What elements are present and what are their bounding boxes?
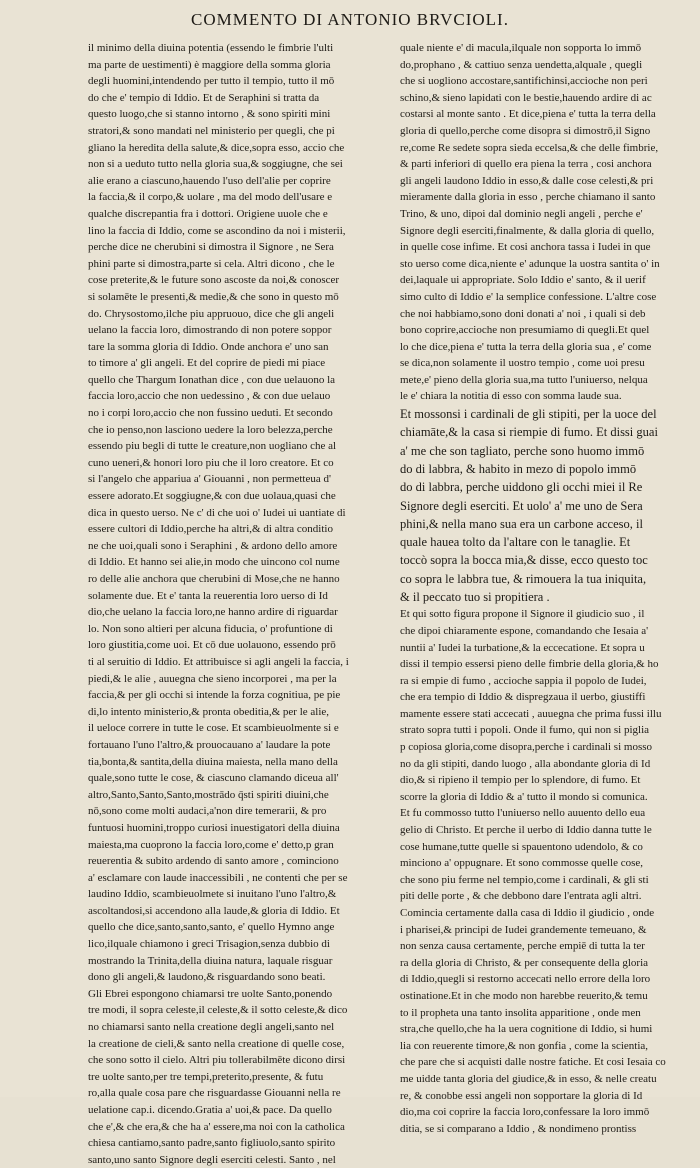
commentary-line: altro,Santo,Santo,Santo,mostrādo q̄sti spiriti diuini,che xyxy=(88,788,329,801)
commentary-line: essere adorato.Et soggiugne,& con due uolaua,quasi che xyxy=(88,490,336,503)
commentary-line: loro giustitia,come uoi. Et cō due uolauono, essendo prō xyxy=(88,639,336,652)
commentary-line: gelio di Christo. Et perche il uerbo di Iddio danna tutte le xyxy=(400,824,652,837)
commentary-line: ra della gloria di Christo, & per consequente della gloria xyxy=(400,956,649,969)
commentary-line: Et fu commosso tutto l'uniuerso nello auuento dello eua xyxy=(400,807,646,820)
commentary-line: che io penso,non lasciono uedere la loro belezza,perche xyxy=(88,423,333,436)
commentary-line: dio,che uelano la faccia loro,ne hanno ardire di riguardar xyxy=(88,606,338,619)
commentary-line: dica in questo uerso. Ne c' di che uoi o' Iudei ui uantiate di xyxy=(88,506,346,519)
scripture-line: Signore degli eserciti. Et uolo' a' me uno de Sera xyxy=(400,498,643,513)
commentary-line: chiesa cantiamo,santo padre,santo figliuolo,santo spirito xyxy=(88,1137,336,1150)
commentary-line: che dipoi chiaramente espone, comandando che Iesaia a' xyxy=(400,624,649,637)
commentary-line: bono coprire,accioche non presumiamo di quegli.Et quel xyxy=(400,324,650,337)
commentary-line: quello che dice,santo,santo,santo, e' quello Hymno ange xyxy=(88,921,335,934)
commentary-line: stra,che quello,che ha la uera cognitione di Iddio, si humi xyxy=(400,1023,653,1036)
commentary-line: piti delle porte , & che debbono dare l'entrata agli altri. xyxy=(400,890,642,903)
commentary-line: la faccia,& il corpo,& uolare , ma del modo dell'usare e xyxy=(88,191,333,204)
commentary-line: mostrando la Trinita,della diuina natura, laquale risguar xyxy=(88,954,333,967)
commentary-line: to timore a' gli angeli. Et del coprire de piedi mi piace xyxy=(88,357,326,370)
commentary-line: dei,laquale ui appropriate. Solo Iddio e' santo, & il uerif xyxy=(400,274,646,287)
commentary-line: to il propheta una tanto insolita apparitione , onde men xyxy=(400,1006,641,1019)
commentary-line: perche dice ne cherubini si dimostra il Signore , ne Sera xyxy=(88,241,334,254)
commentary-line: che pare che si acquisti dalle nostre fatiche. Et cosi Iesaia co xyxy=(400,1056,666,1069)
commentary-line: simo culto di Iddio e' la semplice confessione. L'altre cose xyxy=(400,290,657,303)
commentary-line: non si a ueduto tutto nella gloria sua,& soggiugne, che sei xyxy=(88,158,343,171)
commentary-line: se dica,non solamente il uostro tempio , come uoi presu xyxy=(400,357,645,370)
commentary-line: ditia, se si comparano a Iddio , & nondimeno prontiss xyxy=(400,1122,637,1135)
scripture-line: Et mossonsi i cardinali de gli stipiti, per la uoce del xyxy=(400,407,657,422)
commentary-line: faccia loro,accio che non uedessino , & con due uelauo xyxy=(88,390,331,403)
commentary-line: solamente due. Et e' tanta la reuerentia loro uerso di Id xyxy=(88,589,328,602)
commentary-line: ostinatione.Et in che modo non harebbe reuerito,& temu xyxy=(400,989,648,1002)
commentary-line: lia con reuerente timore,& non gonfia , come la scientia, xyxy=(400,1039,649,1052)
commentary-line: do che e' tempio di Iddio. Et de Seraphini si tratta da xyxy=(88,91,320,104)
commentary-line: ro,alla quale cosa pare che risguardasse Giouanni nella re xyxy=(88,1087,341,1100)
commentary-line: i pharisei,& principi de Iudei grandemente temeuano, & xyxy=(400,923,647,936)
commentary-line: ne che uoi,quali sono i Seraphini , & ardono dello amore xyxy=(88,539,338,552)
commentary-line: che sono sotto il cielo. Altri piu tollerabilmēte dicono dirsi xyxy=(88,1054,346,1067)
commentary-line: dio,& si ripieno il tempio per lo splendore, di fumo. Et xyxy=(400,774,641,787)
scripture-line: phini,& nella mano sua era un carbone acceso, il xyxy=(400,516,643,531)
commentary-line: cuno ueneri,& honori loro piu che il loro creatore. Et co xyxy=(88,456,334,469)
commentary-line: reuerentia & subito ardendo di santo amore , cominciono xyxy=(88,855,339,868)
commentary-line: santo,uno santo Signore degli eserciti celesti. Santo , nel xyxy=(88,1153,336,1166)
commentary-line: di,lo intento ministerio,& pronta obeditia,& per le alie, xyxy=(88,705,330,718)
commentary-line: & parti inferiori di quello era piena la terra , cosi anchora xyxy=(400,158,652,171)
commentary-line: ascoltandosi,si accendono alla laude,& gloria di Iddio. Et xyxy=(88,904,340,917)
commentary-line: che e',& che era,& che ha a' essere,ma noi con la catholica xyxy=(88,1120,345,1133)
commentary-line: ti al seruitio di Iddio. Et attribuisce si agli angeli la faccia, i xyxy=(88,655,349,668)
commentary-line: lino la faccia di Iddio, come se ascondino da noi i misterii, xyxy=(88,224,346,237)
commentary-line: a' esclamare con laude inaccessibili , ne contenti che per se xyxy=(88,871,348,884)
commentary-line: gli angeli laudono Iddio in esso,& dalle cose celesti,& pri xyxy=(400,174,654,187)
commentary-line: tare la somma gloria di Iddio. Onde anchora e' uno san xyxy=(88,340,329,353)
scripture-line: chiamāte,& la casa si riempie di fumo. Et dissi guai xyxy=(400,425,658,440)
commentary-line: nō,sono come molti audaci,a'non dire temerarii, & pro xyxy=(88,805,327,818)
commentary-line: che era tempio di Iddio & dispregzaua il uerbo, giustiffi xyxy=(400,691,646,704)
commentary-line: p copiosa gloria,come disopra,perche i cardinali si mosso xyxy=(400,741,653,754)
commentary-line: piedi,& le alie , auuegna che sieno incorporei , ma per la xyxy=(88,672,337,685)
commentary-line: do,prophano , & cattiuo senza uendetta,alquale , quegli xyxy=(400,58,643,71)
commentary-line: essendo piu begli di tutte le creature,non uogliano che al xyxy=(88,440,337,453)
commentary-line: Signore degli eserciti,finalmente, & dalla gloria di quello, xyxy=(400,224,655,237)
commentary-line: tia,bonta,& santita,della diuina maiesta, nella mano della xyxy=(88,755,338,768)
commentary-line: Comincia certamente dalla casa di Iddio il giudicio , onde xyxy=(400,907,655,920)
commentary-line: che noi habbiamo,sono doni donati a' noi , i quali si deb xyxy=(400,307,646,320)
commentary-line: no i corpi loro,accio che non fussino ueduti. Et secondo xyxy=(88,407,333,420)
commentary-line: re, & conobbe essi angeli non sopportare la gloria di Id xyxy=(400,1089,643,1102)
left-column xyxy=(88,40,390,1166)
commentary-line: le e' chiara la notitia di esso con somma laude sua. xyxy=(400,390,622,403)
commentary-line: in quelle cose infime. Et cosi anchora tassa i Iudei in que xyxy=(400,241,651,254)
commentary-line: mieramente dalla gloria in esso , perche chiamano il santo xyxy=(400,191,656,204)
commentary-line: mete,e' pieno della gloria sua,ma tutto l'uniuerso, nelqua xyxy=(400,373,648,386)
commentary-line: dono gli angeli,& laudono,& risguardando sono beati. xyxy=(88,971,326,984)
commentary-line: quello che Thargum Ionathan dice , con due uelauono la xyxy=(88,373,336,386)
scripture-line: co sopra le labbra tue, & rimouera la tua iniquita, xyxy=(400,571,647,586)
commentary-line: Et qui sotto figura propone il Signore il giudicio suo , il xyxy=(400,608,645,621)
commentary-line: gloria di quello,perche come disopra si dimostrō,il Signo xyxy=(400,124,651,137)
commentary-line: cose humane,tutte quelle si spauentono udendolo, & co xyxy=(400,840,643,853)
commentary-line: no da gli stipiti, dando luogo , alla abondante gloria di Id xyxy=(400,757,651,770)
commentary-line: schino,& sieno lapidati con le bestie,hauendo ardire di ac xyxy=(400,91,652,104)
commentary-line: tre modi, il sopra celeste,il celeste,& il sotto celeste,& dico xyxy=(88,1004,348,1017)
commentary-line: mamente essere stati accecati , auuegna che prima fussi illu xyxy=(400,707,662,720)
commentary-line: questo luogo,che si stanno intorno , & sono spiriti mini xyxy=(88,108,331,121)
commentary-line: dissi il tempio essersi pieno delle fimbrie della gloria,& ho xyxy=(400,658,659,671)
commentary-line: non senza causa certamente, perche empiē di tutta la ter xyxy=(400,940,645,953)
commentary-line: qualche discrepantia fra i dottori. Origiene uuole che e xyxy=(88,207,328,220)
commentary-line: essere cultori di Iddio,perche ha altri,& di altra conditio xyxy=(88,523,333,536)
commentary-line: scorre la gloria di Iddio & a' tutto il mondo si comunica. xyxy=(400,790,648,803)
commentary-line: me uidde tanta gloria del giudice,& in esso, & nelle creatu xyxy=(400,1072,657,1085)
commentary-line: che sono piu ferme nel tempio,come i cardinali, & gli sti xyxy=(400,873,649,886)
commentary-line: gliano la heredita della salute,& dice,sopra esso, accio che xyxy=(88,141,345,154)
commentary-line: cose preterite,& le future sono ascoste da noi,& conoscer xyxy=(88,274,340,287)
commentary-line: il ueloce correre in tutte le cose. Et scambieuolmente si e xyxy=(88,722,339,735)
commentary-line: fortauano l'uno l'altro,& prouocauano a' laudare la pote xyxy=(88,738,331,751)
commentary-line: sto uerso come dica,niente e' adunque la uostra santita o' in xyxy=(400,257,660,270)
commentary-line: uelatione cap.i. dicendo.Gratia a' uoi,& pace. Da quello xyxy=(88,1104,332,1116)
commentary-line: quale niente e' di macula,ilquale non sopporta lo immō xyxy=(400,42,642,54)
commentary-line: quale,sono tutte le cose, & ciascuno clamando diceua all' xyxy=(88,772,339,785)
commentary-line: laudino Iddio, scambieuolmete si inuitano l'uno l'altro,& xyxy=(88,888,337,901)
right-column xyxy=(400,40,690,1135)
commentary-line: faccia,& per gli occhi si intende la forza cognitiua, pe pie xyxy=(88,689,341,702)
commentary-line: ro delle alie anchora que cherubini di Mose,che ne hanno xyxy=(88,573,340,585)
commentary-line: la creatione de cieli,& santo nella creatione di quelle cose, xyxy=(88,1037,345,1050)
commentary-line: uelano la faccia loro, dimostrando di non potere soppor xyxy=(88,324,332,337)
commentary-line: stratori,& sono mandati nel ministerio per quegli, che pi xyxy=(88,124,335,137)
commentary-line: si l'angelo che appariua a' Giouanni , non permetteua d' xyxy=(88,473,331,486)
commentary-line: alie erano a ciascuno,hauendo l'uso dell'alie per coprire xyxy=(88,174,331,187)
commentary-line: ra si empie di fumo , accioche sappia il popolo de Iudei, xyxy=(400,674,647,687)
commentary-line: maiesta,ma cuoprono la faccia loro,come e' detto,p gran xyxy=(88,838,334,851)
running-head: COMMENTO DI ANTONIO BRVCIOLI. xyxy=(191,10,509,29)
commentary-line: do. Chrysostomo,ilche piu appruouo, dice che gli angeli xyxy=(88,307,335,320)
commentary-line: Gli Ebrei espongono chiamarsi tre uolte Santo,ponendo xyxy=(88,987,333,1000)
scripture-line: & il peccato tuo si propitiera . xyxy=(400,590,550,605)
scripture-line: quale hauea tolto da l'altare con le tanaglie. Et xyxy=(400,535,631,550)
commentary-line: funtuosi huomini,troppo curiosi inuestigatori della diuina xyxy=(88,821,340,834)
commentary-line: tre uolte santo,per tre tempi,preterito,presente, & futu xyxy=(88,1070,324,1083)
scripture-line: toccò sopra la bocca mia,& disse, ecco questo toc xyxy=(400,553,648,568)
commentary-line: Trino, & uno, dipoi dal dominio negli angeli , perche e' xyxy=(400,207,643,220)
commentary-line: phini parte si dimostra,parte si cela. Altri dicono , che le xyxy=(88,257,335,270)
commentary-line: minciono a' oppugnare. Et sono commosse quelle cose, xyxy=(400,857,644,870)
commentary-line: si solamēte le presenti,& medie,& che sono in questo mō xyxy=(88,290,339,303)
commentary-line: di Iddio,quegli si restorno accecati nello errore della loro xyxy=(400,973,651,986)
commentary-line: lico,ilquale chiamono i greci Trisagion,senza dubbio di xyxy=(88,938,330,951)
commentary-line: costarsi al monte santo . Et dice,piena e' tutta la terra della xyxy=(400,108,656,121)
commentary-line: dio,ma coi coprire la faccia loro,confessare la loro immō xyxy=(400,1106,650,1119)
commentary-line: lo. Non sono altieri per alcuna fiducia, o' profuntione di xyxy=(88,622,333,635)
commentary-line: strato sopra tutti i popoli. Onde il fumo, qui non si piglia xyxy=(400,724,650,737)
commentary-line: lo che dice,piena e' tutta la terra della gloria sua , e' come xyxy=(400,340,652,353)
scripture-line: do di labbra, & habito in mezo di popolo immō xyxy=(400,461,637,476)
commentary-line: di Iddio. Et hanno sei alie,in modo che uincono col nume xyxy=(88,556,340,569)
commentary-line: nuntii a' Iudei la turbatione,& la eccecatione. Et sopra u xyxy=(400,641,645,654)
scripture-line: a' me che son tagliato, perche sono huomo immō xyxy=(400,443,645,458)
commentary-line: re,come Re sedete sopra sieda eccelsa,& che delle fimbrie, xyxy=(400,141,659,154)
commentary-line: che si uogliono accostare,santifichinsi,accioche non peri xyxy=(400,75,648,88)
commentary-line: no chiamarsi santo nella creatione degli angeli,santo nel xyxy=(88,1021,335,1034)
commentary-line: ma parte de uestimenti) è maggiore della somma gloria xyxy=(88,58,331,71)
scripture-line: do di labbra, perche uiddono gli occhi miei il Re xyxy=(400,480,643,495)
commentary-line: degli huomini,intendendo per tutto il tempio, tutto il mō xyxy=(88,75,335,88)
commentary-line: il minimo della diuina potentia (essendo le fimbrie l'ulti xyxy=(88,42,334,54)
